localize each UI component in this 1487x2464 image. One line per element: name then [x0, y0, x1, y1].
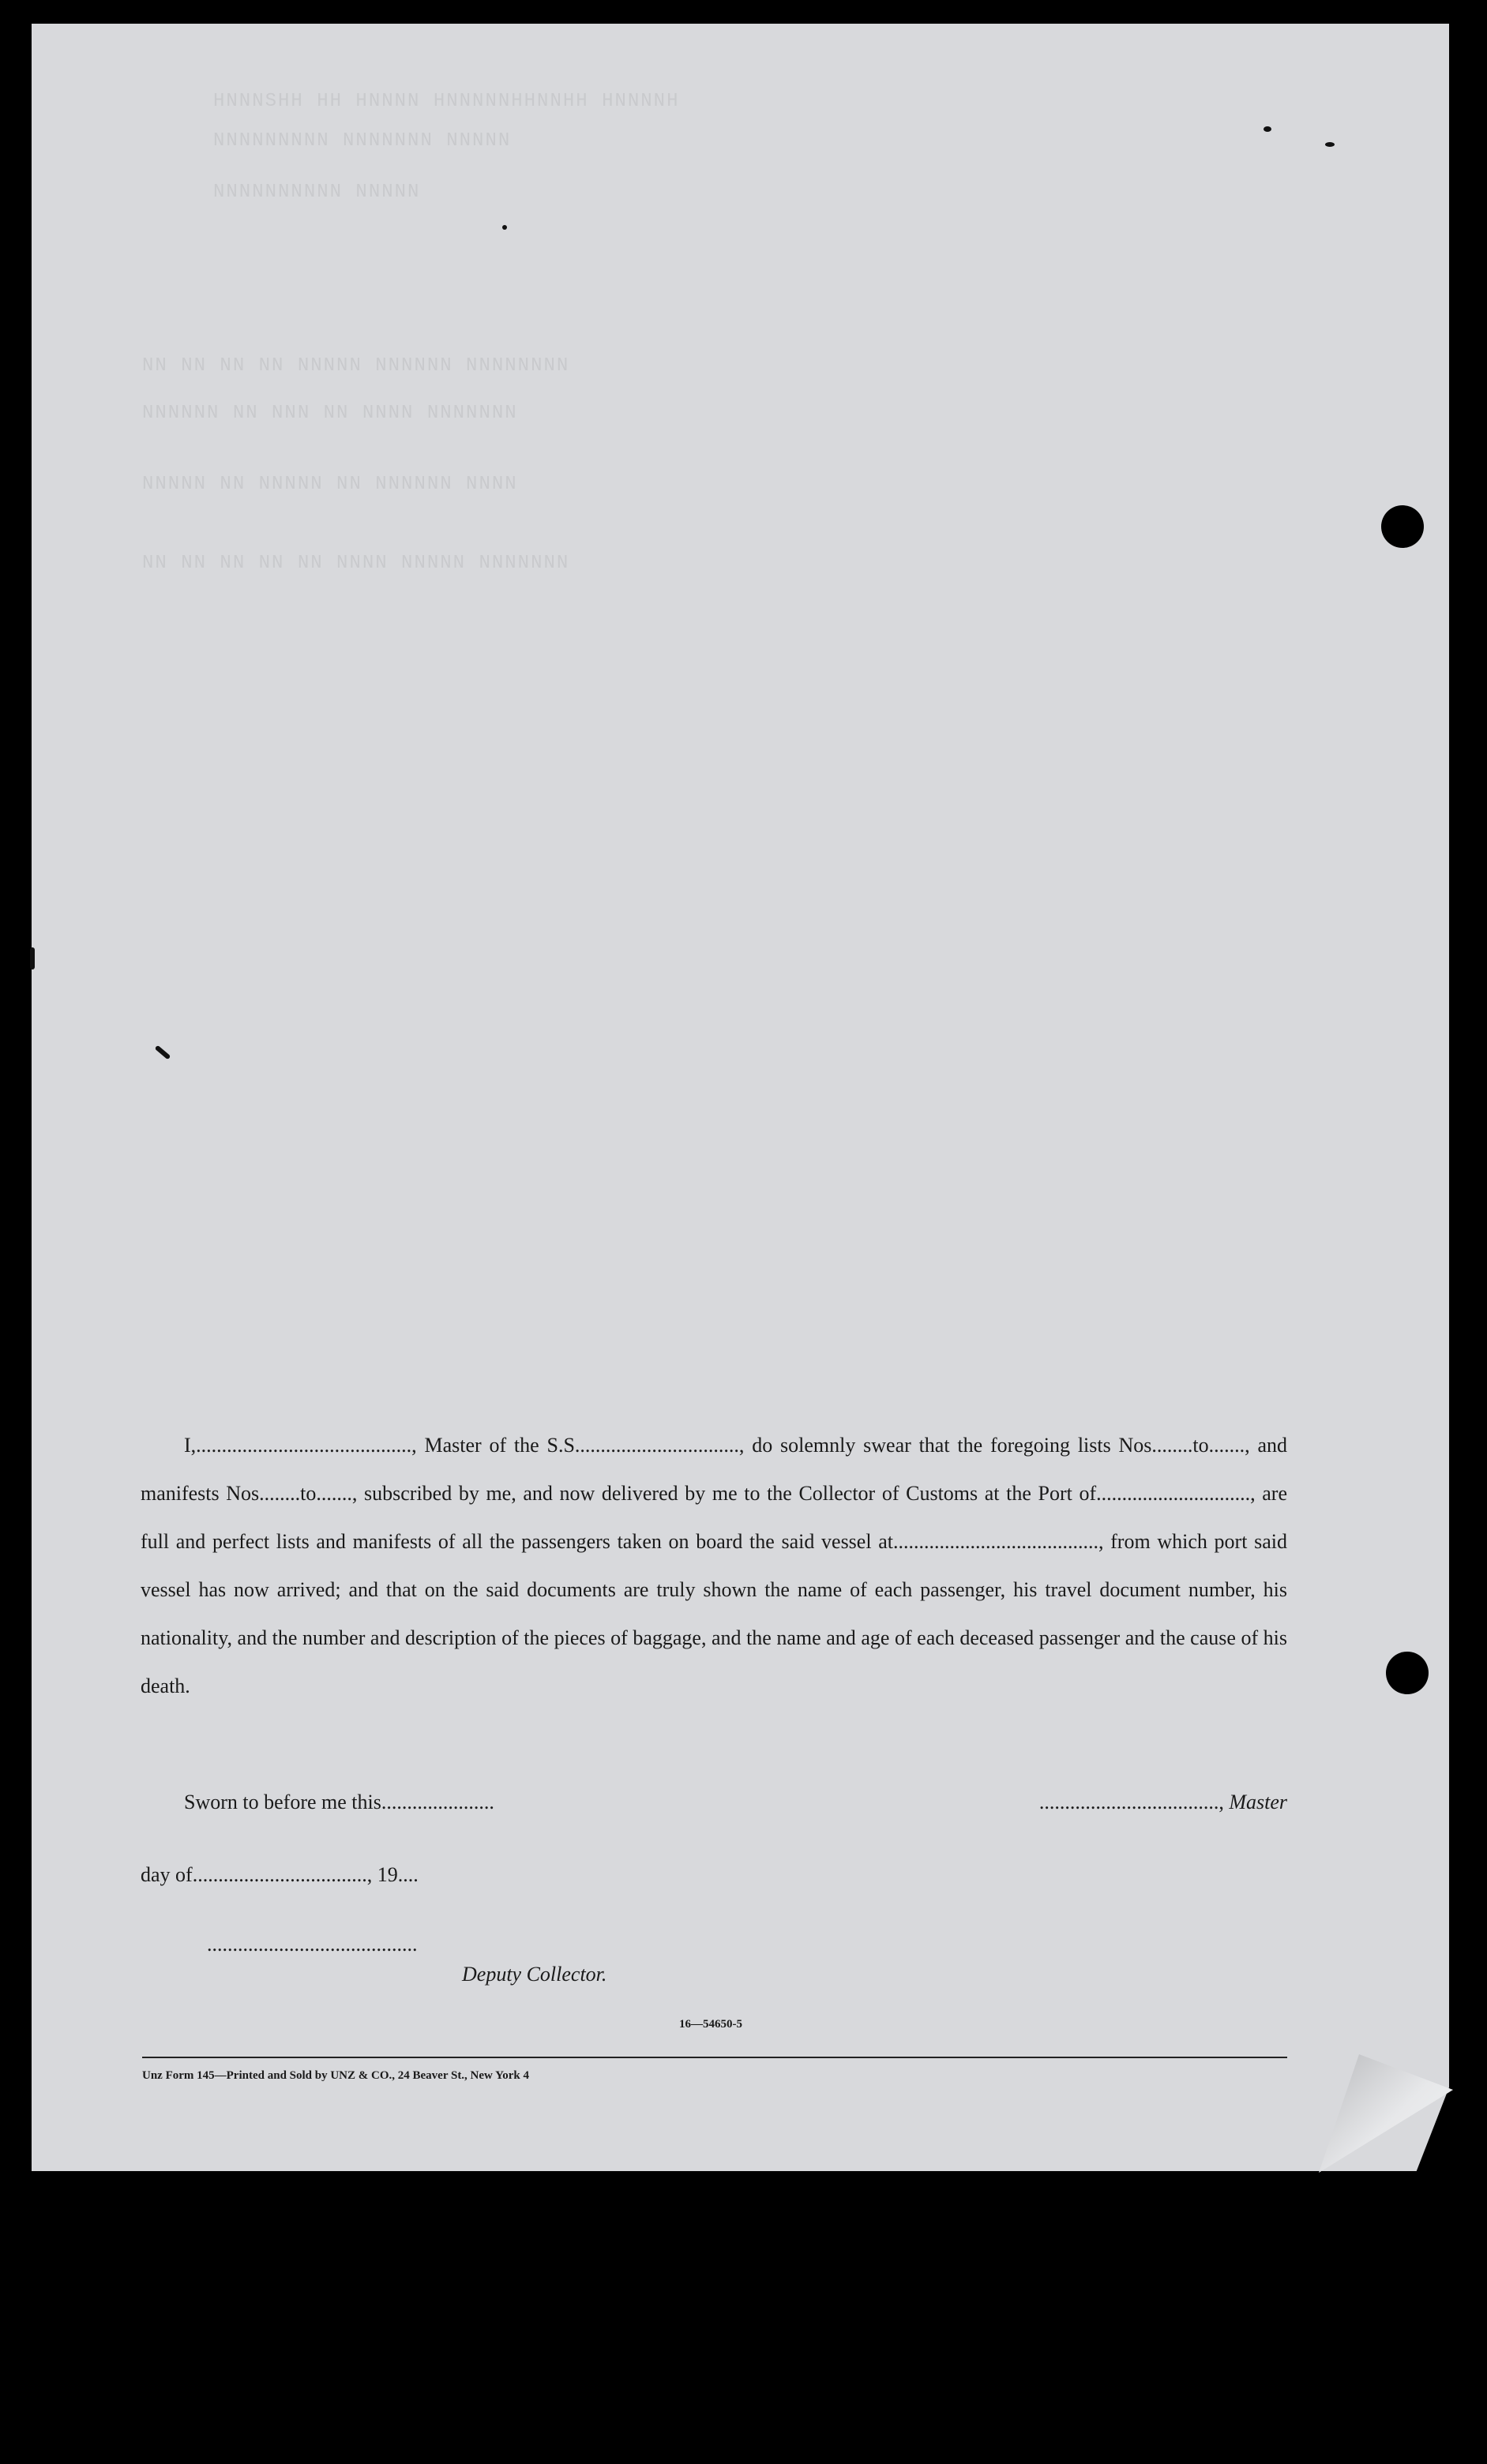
- oath-paragraph: I,.........................................., Master of the S.S................................, do solemnly swear that the foregoing lists Nos........to......., and manifests Nos........to......., subscribed by me, and now delivered by me to the Collector of Customs at the Port of.............................., are full and perfect lists and manifests of all the passengers taken on board the said vessel at........................................, from which port said vessel has now arrived; and that on the said documents are truly shown the name of each passenger, his travel document number, his nationality, and the number and description of the pieces of baggage, and the name and age of each deceased passenger and the cause of his death.: [141, 1434, 1287, 1697]
- deputy-signature-dots: .........................................: [207, 1933, 418, 1956]
- punch-hole-top: [1381, 505, 1424, 548]
- faint-bleed-through: NN NN NN NN NN NNNN NNNNN NNNNNNN: [142, 553, 570, 574]
- master-signature-line: [1039, 1791, 1287, 1814]
- deputy-collector-label: [462, 1963, 606, 1986]
- faint-bleed-through: NNNNNN NN NNN NN NNNN NNNNNNN: [142, 403, 518, 424]
- master-signature-dots: ...................................,: [1038, 1791, 1224, 1813]
- printer-imprint: Unz Form 145—Printed and Sold by UNZ & CO., 24 Beaver St., New York 4: [142, 2069, 529, 2082]
- ink-speck: [30, 947, 35, 969]
- faint-bleed-through: NNNNN NN NNNNN NN NNNNNN NNNN: [142, 474, 518, 495]
- faint-bleed-through: HNNNSHH HH HNNNN HNNNNNHHNNHH HNNNNH: [213, 91, 680, 112]
- ink-speck: [1325, 142, 1335, 147]
- form-code: 16—54650-5: [679, 2018, 742, 2031]
- master-label: Master: [1229, 1791, 1287, 1813]
- sworn-before-line: Sworn to before me this......................: [184, 1791, 494, 1813]
- ink-speck: [1264, 126, 1271, 132]
- master-oath: [141, 1421, 1287, 1710]
- day-of-line: day of.................................., 19....: [141, 1863, 419, 1886]
- ink-speck: [502, 225, 507, 230]
- deputy-collector-text: Deputy Collector.: [462, 1963, 607, 1986]
- punch-hole-bottom: [1386, 1652, 1429, 1694]
- footer-rule: [142, 2057, 1287, 2058]
- document-page: [32, 24, 1449, 2171]
- faint-bleed-through: NNNNNNNNNN NNNNN: [213, 182, 421, 203]
- faint-bleed-through: NN NN NN NN NNNNN NNNNNN NNNNNNNN: [142, 355, 570, 377]
- faint-bleed-through: NNNNNNNNN NNNNNNN NNNNN: [213, 130, 512, 152]
